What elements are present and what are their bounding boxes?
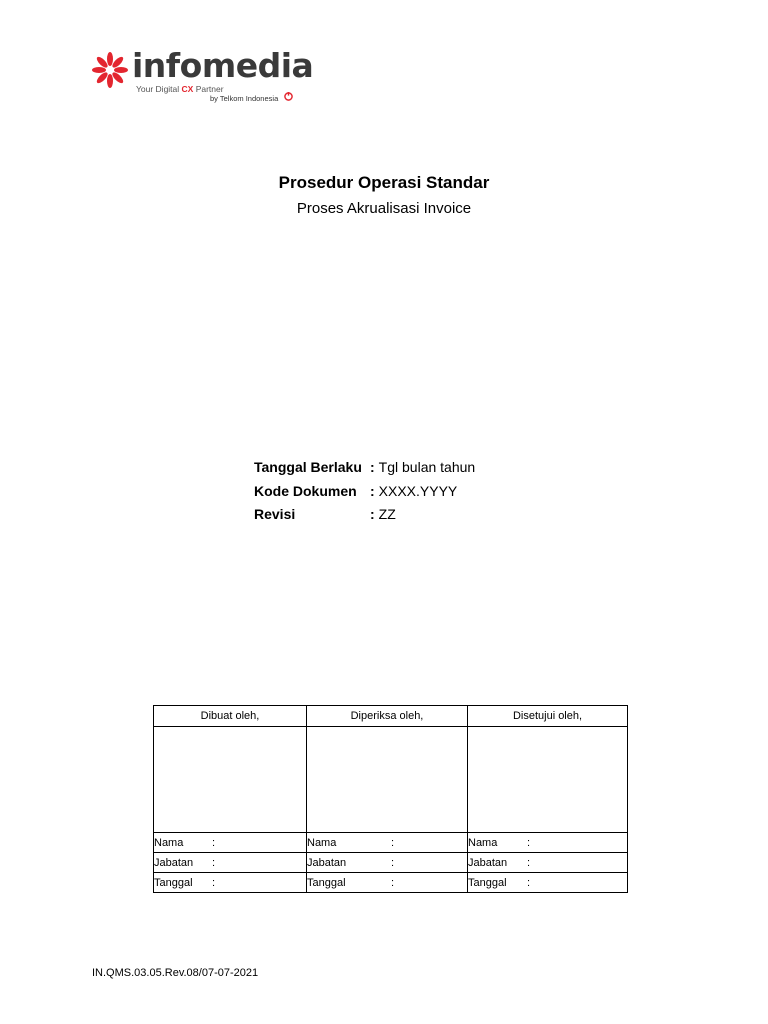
company-logo: [90, 44, 314, 106]
meta-label: Tanggal Berlaku: [254, 459, 362, 475]
column-header-reviewed-by: Diperiksa oleh,: [307, 706, 468, 727]
field-cell: Tanggal :: [154, 873, 307, 893]
meta-label: Kode Dokumen: [254, 482, 357, 499]
meta-colon: :: [370, 506, 375, 522]
meta-colon: :: [370, 459, 375, 475]
meta-colon: :: [370, 482, 375, 499]
signature-field-row-name: [154, 833, 628, 853]
field-cell: Jabatan :: [307, 853, 468, 873]
signature-field-row-position: [154, 853, 628, 873]
document-footer-code: IN.QMS.03.05.Rev.08/07-07-2021: [92, 967, 259, 979]
column-header-approved-by: Disetujui oleh,: [468, 706, 628, 727]
meta-row-document-code: [254, 480, 475, 504]
document-meta: [254, 456, 475, 527]
signature-table: [153, 705, 628, 893]
signature-box-reviewed: [307, 727, 468, 833]
signature-header-row: [154, 706, 628, 727]
meta-value: XXXX.YYYY: [378, 482, 458, 499]
meta-row-effective-date: [254, 456, 475, 480]
column-header-prepared-by: Dibuat oleh,: [154, 706, 307, 727]
field-cell: Nama :: [154, 833, 307, 853]
field-cell: Tanggal :: [307, 873, 468, 893]
logo-tagline: Your Digital CX Partner: [136, 84, 224, 94]
meta-value: Tgl bulan tahun: [378, 459, 476, 475]
logo-wordmark: infomedia: [132, 46, 314, 85]
field-cell: Nama :: [307, 833, 468, 853]
logo-parent-company: by Telkom Indonesia: [210, 94, 279, 103]
document-title: Prosedur Operasi Standar: [278, 173, 490, 192]
meta-label: Revisi: [254, 506, 296, 522]
signature-space-row: [154, 727, 628, 833]
field-cell: Jabatan :: [154, 853, 307, 873]
signature-box-prepared: [154, 727, 307, 833]
document-subtitle: Proses Akrualisasi Invoice: [296, 200, 472, 217]
signature-field-row-date: [154, 873, 628, 893]
meta-value: ZZ: [378, 506, 396, 522]
field-cell: Jabatan :: [468, 853, 628, 873]
starburst-logo-icon: [90, 50, 130, 90]
telkom-logo-icon: [284, 92, 293, 101]
meta-row-revision: [254, 503, 475, 527]
field-cell: Tanggal :: [468, 873, 628, 893]
field-cell: Nama :: [468, 833, 628, 853]
signature-box-approved: [468, 727, 628, 833]
